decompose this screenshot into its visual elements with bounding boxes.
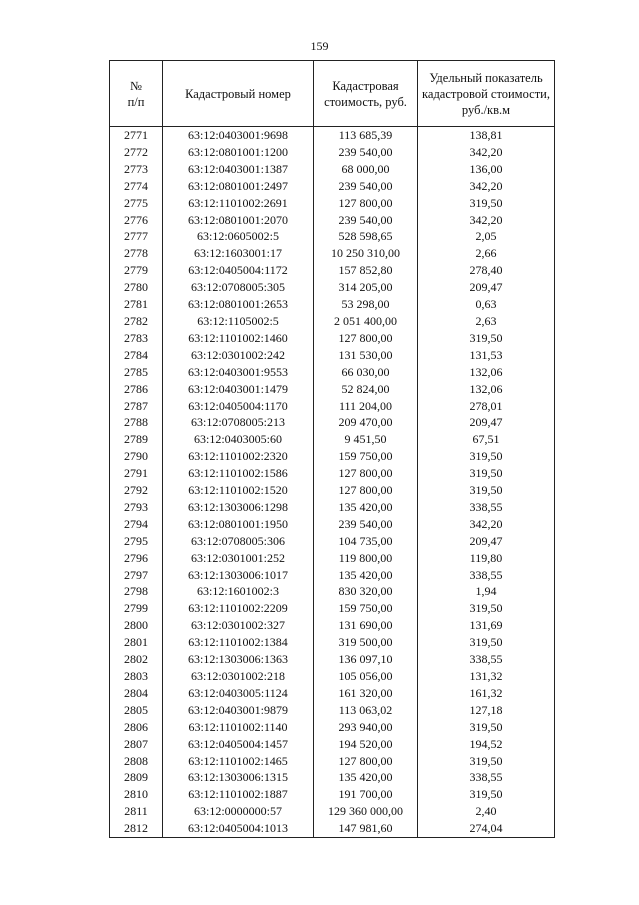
row-number-cell: 2795	[110, 533, 163, 550]
cadastral-number-cell: 63:12:0801001:1950	[163, 516, 314, 533]
specific-value-cell: 136,00	[418, 161, 555, 178]
row-number-cell: 2802	[110, 651, 163, 668]
table-row	[110, 803, 555, 820]
cadastral-number-cell: 63:12:0801001:2497	[163, 178, 314, 195]
cadastral-value-cell: 157 852,80	[314, 262, 418, 279]
cadastral-number-cell: 63:12:1101002:1384	[163, 634, 314, 651]
cadastral-value-cell: 129 360 000,00	[314, 803, 418, 820]
specific-value-cell: 209,47	[418, 533, 555, 550]
table-row	[110, 617, 555, 634]
cadastral-number-cell: 63:12:0405004:1013	[163, 820, 314, 837]
cadastral-value-cell: 53 298,00	[314, 296, 418, 313]
table-row	[110, 127, 555, 144]
cadastral-value-cell: 66 030,00	[314, 364, 418, 381]
cadastral-number-cell: 63:12:0403005:60	[163, 431, 314, 448]
row-number-cell: 2812	[110, 820, 163, 837]
table-row	[110, 195, 555, 212]
specific-value-cell: 67,51	[418, 431, 555, 448]
row-number-cell: 2773	[110, 161, 163, 178]
specific-value-cell: 319,50	[418, 600, 555, 617]
table-row	[110, 279, 555, 296]
table-row	[110, 516, 555, 533]
specific-value-cell: 319,50	[418, 330, 555, 347]
table-row	[110, 651, 555, 668]
cadastral-value-cell: 135 420,00	[314, 567, 418, 584]
cadastral-number-cell: 63:12:1303006:1315	[163, 769, 314, 786]
specific-value-cell: 161,32	[418, 685, 555, 702]
table-row	[110, 144, 555, 161]
row-number-cell: 2796	[110, 550, 163, 567]
row-number-cell: 2783	[110, 330, 163, 347]
cadastral-value-cell: 239 540,00	[314, 516, 418, 533]
cadastral-number-cell: 63:12:0801001:2653	[163, 296, 314, 313]
cadastral-number-cell: 63:12:1101002:1586	[163, 465, 314, 482]
table-row	[110, 719, 555, 736]
row-number-cell: 2774	[110, 178, 163, 195]
table-row	[110, 296, 555, 313]
table-row	[110, 431, 555, 448]
page-number: 159	[310, 39, 329, 53]
cadastral-value-cell: 52 824,00	[314, 381, 418, 398]
row-number-cell: 2787	[110, 398, 163, 415]
cadastral-number-cell: 63:12:0403001:9879	[163, 702, 314, 719]
cadastral-number-cell: 63:12:0605002:5	[163, 228, 314, 245]
table-row	[110, 414, 555, 431]
specific-value-cell: 319,50	[418, 465, 555, 482]
row-number-cell: 2797	[110, 567, 163, 584]
header-specific-value: Удельный показатель кадастровой стоимости, руб./кв.м	[418, 61, 555, 127]
table-row	[110, 550, 555, 567]
cadastral-number-cell: 63:12:0301002:218	[163, 668, 314, 685]
cadastral-value-cell: 127 800,00	[314, 482, 418, 499]
specific-value-cell: 319,50	[418, 195, 555, 212]
specific-value-cell: 338,55	[418, 651, 555, 668]
table-row	[110, 161, 555, 178]
specific-value-cell: 319,50	[418, 719, 555, 736]
cadastral-value-cell: 528 598,65	[314, 228, 418, 245]
cadastral-number-cell: 63:12:1303006:1298	[163, 499, 314, 516]
cadastral-value-cell: 239 540,00	[314, 144, 418, 161]
row-number-cell: 2810	[110, 786, 163, 803]
table-body	[110, 127, 555, 838]
table-row	[110, 533, 555, 550]
row-number-cell: 2786	[110, 381, 163, 398]
cadastral-value-cell: 159 750,00	[314, 600, 418, 617]
row-number-cell: 2808	[110, 753, 163, 770]
cadastral-number-cell: 63:12:0403001:1387	[163, 161, 314, 178]
row-number-cell: 2798	[110, 583, 163, 600]
cadastral-value-cell: 127 800,00	[314, 330, 418, 347]
cadastral-value-cell: 239 540,00	[314, 212, 418, 229]
table-row	[110, 685, 555, 702]
cadastral-value-cell: 131 690,00	[314, 617, 418, 634]
table-row	[110, 228, 555, 245]
cadastral-number-cell: 63:12:0403001:1479	[163, 381, 314, 398]
cadastral-value-cell: 159 750,00	[314, 448, 418, 465]
specific-value-cell: 274,04	[418, 820, 555, 837]
row-number-cell: 2799	[110, 600, 163, 617]
table-row	[110, 313, 555, 330]
cadastral-value-cell: 9 451,50	[314, 431, 418, 448]
cadastral-value-cell: 10 250 310,00	[314, 245, 418, 262]
table-row	[110, 398, 555, 415]
specific-value-cell: 319,50	[418, 786, 555, 803]
table-row	[110, 820, 555, 837]
cadastral-number-cell: 63:12:0403001:9553	[163, 364, 314, 381]
cadastral-number-cell: 63:12:0405004:1457	[163, 736, 314, 753]
table-row	[110, 753, 555, 770]
table-row	[110, 465, 555, 482]
specific-value-cell: 131,69	[418, 617, 555, 634]
cadastral-value-cell: 105 056,00	[314, 668, 418, 685]
table-row	[110, 245, 555, 262]
specific-value-cell: 278,40	[418, 262, 555, 279]
cadastral-number-cell: 63:12:0301002:327	[163, 617, 314, 634]
row-number-cell: 2778	[110, 245, 163, 262]
cadastral-value-cell: 830 320,00	[314, 583, 418, 600]
cadastral-number-cell: 63:12:0801001:1200	[163, 144, 314, 161]
row-number-cell: 2789	[110, 431, 163, 448]
row-number-cell: 2794	[110, 516, 163, 533]
row-number-cell: 2771	[110, 127, 163, 144]
cadastral-value-cell: 194 520,00	[314, 736, 418, 753]
cadastral-number-cell: 63:12:0301002:242	[163, 347, 314, 364]
table-row	[110, 482, 555, 499]
cadastral-number-cell: 63:12:0708005:305	[163, 279, 314, 296]
table-row	[110, 364, 555, 381]
specific-value-cell: 131,32	[418, 668, 555, 685]
cadastral-value-cell: 136 097,10	[314, 651, 418, 668]
table-row	[110, 381, 555, 398]
cadastral-number-cell: 63:12:1101002:1465	[163, 753, 314, 770]
cadastral-number-cell: 63:12:1101002:2320	[163, 448, 314, 465]
row-number-cell: 2779	[110, 262, 163, 279]
header-cadastral-number: Кадастровый номер	[163, 61, 314, 127]
row-number-cell: 2806	[110, 719, 163, 736]
table-row	[110, 448, 555, 465]
specific-value-cell: 342,20	[418, 144, 555, 161]
cadastral-value-cell: 293 940,00	[314, 719, 418, 736]
specific-value-cell: 2,63	[418, 313, 555, 330]
header-cadastral-value: Кадастровая стоимость, руб.	[314, 61, 418, 127]
specific-value-cell: 338,55	[418, 769, 555, 786]
cadastral-number-cell: 63:12:1601002:3	[163, 583, 314, 600]
cadastral-value-cell: 113 685,39	[314, 127, 418, 144]
cadastral-number-cell: 63:12:1101002:1520	[163, 482, 314, 499]
specific-value-cell: 342,20	[418, 516, 555, 533]
specific-value-cell: 131,53	[418, 347, 555, 364]
specific-value-cell: 319,50	[418, 482, 555, 499]
row-number-cell: 2805	[110, 702, 163, 719]
cadastral-value-cell: 119 800,00	[314, 550, 418, 567]
table-row	[110, 178, 555, 195]
specific-value-cell: 132,06	[418, 364, 555, 381]
cadastral-number-cell: 63:12:1101002:2209	[163, 600, 314, 617]
cadastral-number-cell: 63:12:0405004:1170	[163, 398, 314, 415]
cadastral-value-cell: 314 205,00	[314, 279, 418, 296]
row-number-cell: 2784	[110, 347, 163, 364]
cadastral-value-cell: 209 470,00	[314, 414, 418, 431]
specific-value-cell: 1,94	[418, 583, 555, 600]
cadastral-value-cell: 127 800,00	[314, 195, 418, 212]
row-number-cell: 2811	[110, 803, 163, 820]
table-row	[110, 330, 555, 347]
row-number-cell: 2809	[110, 769, 163, 786]
row-number-cell: 2800	[110, 617, 163, 634]
row-number-cell: 2776	[110, 212, 163, 229]
table-row	[110, 567, 555, 584]
specific-value-cell: 338,55	[418, 499, 555, 516]
specific-value-cell: 338,55	[418, 567, 555, 584]
cadastral-number-cell: 63:12:0708005:213	[163, 414, 314, 431]
specific-value-cell: 2,40	[418, 803, 555, 820]
specific-value-cell: 209,47	[418, 279, 555, 296]
specific-value-cell: 319,50	[418, 634, 555, 651]
row-number-cell: 2792	[110, 482, 163, 499]
specific-value-cell: 138,81	[418, 127, 555, 144]
cadastral-value-cell: 2 051 400,00	[314, 313, 418, 330]
cadastral-number-cell: 63:12:1101002:1460	[163, 330, 314, 347]
table-row	[110, 769, 555, 786]
cadastral-number-cell: 63:12:1101002:2691	[163, 195, 314, 212]
cadastral-value-cell: 131 530,00	[314, 347, 418, 364]
table-row	[110, 786, 555, 803]
row-number-cell: 2772	[110, 144, 163, 161]
cadastral-number-cell: 63:12:0301001:252	[163, 550, 314, 567]
cadastral-number-cell: 63:12:1105002:5	[163, 313, 314, 330]
table-row	[110, 262, 555, 279]
row-number-cell: 2790	[110, 448, 163, 465]
table-row	[110, 634, 555, 651]
row-number-cell: 2777	[110, 228, 163, 245]
cadastral-number-cell: 63:12:1603001:17	[163, 245, 314, 262]
cadastral-value-cell: 191 700,00	[314, 786, 418, 803]
specific-value-cell: 319,50	[418, 753, 555, 770]
table-row	[110, 600, 555, 617]
table-row	[110, 668, 555, 685]
specific-value-cell: 0,63	[418, 296, 555, 313]
row-number-cell: 2788	[110, 414, 163, 431]
specific-value-cell: 132,06	[418, 381, 555, 398]
row-number-cell: 2804	[110, 685, 163, 702]
table-row	[110, 736, 555, 753]
specific-value-cell: 119,80	[418, 550, 555, 567]
row-number-cell: 2801	[110, 634, 163, 651]
cadastral-value-cell: 127 800,00	[314, 465, 418, 482]
specific-value-cell: 342,20	[418, 178, 555, 195]
table-row	[110, 212, 555, 229]
table-header-row	[110, 61, 555, 127]
specific-value-cell: 2,66	[418, 245, 555, 262]
specific-value-cell: 194,52	[418, 736, 555, 753]
cadastral-value-cell: 111 204,00	[314, 398, 418, 415]
table-row	[110, 702, 555, 719]
row-number-cell: 2807	[110, 736, 163, 753]
specific-value-cell: 319,50	[418, 448, 555, 465]
table-row	[110, 347, 555, 364]
cadastral-number-cell: 63:12:1101002:1140	[163, 719, 314, 736]
cadastral-value-cell: 127 800,00	[314, 753, 418, 770]
cadastral-value-cell: 135 420,00	[314, 499, 418, 516]
cadastral-table	[109, 60, 555, 838]
cadastral-value-cell: 239 540,00	[314, 178, 418, 195]
row-number-cell: 2793	[110, 499, 163, 516]
cadastral-number-cell: 63:12:0000000:57	[163, 803, 314, 820]
row-number-cell: 2781	[110, 296, 163, 313]
specific-value-cell: 278,01	[418, 398, 555, 415]
row-number-cell: 2785	[110, 364, 163, 381]
cadastral-number-cell: 63:12:0403005:1124	[163, 685, 314, 702]
cadastral-number-cell: 63:12:0708005:306	[163, 533, 314, 550]
specific-value-cell: 127,18	[418, 702, 555, 719]
cadastral-number-cell: 63:12:1303006:1363	[163, 651, 314, 668]
cadastral-number-cell: 63:12:0801001:2070	[163, 212, 314, 229]
specific-value-cell: 2,05	[418, 228, 555, 245]
row-number-cell: 2780	[110, 279, 163, 296]
cadastral-value-cell: 319 500,00	[314, 634, 418, 651]
cadastral-number-cell: 63:12:1303006:1017	[163, 567, 314, 584]
cadastral-value-cell: 147 981,60	[314, 820, 418, 837]
cadastral-number-cell: 63:12:0405004:1172	[163, 262, 314, 279]
header-row-number	[110, 61, 163, 127]
cadastral-value-cell: 68 000,00	[314, 161, 418, 178]
specific-value-cell: 209,47	[418, 414, 555, 431]
table-row	[110, 583, 555, 600]
cadastral-number-cell: 63:12:1101002:1887	[163, 786, 314, 803]
row-number-cell: 2775	[110, 195, 163, 212]
row-number-cell: 2782	[110, 313, 163, 330]
cadastral-value-cell: 104 735,00	[314, 533, 418, 550]
specific-value-cell: 342,20	[418, 212, 555, 229]
row-number-cell: 2803	[110, 668, 163, 685]
cadastral-value-cell: 161 320,00	[314, 685, 418, 702]
table-row	[110, 499, 555, 516]
cadastral-value-cell: 135 420,00	[314, 769, 418, 786]
row-number-cell: 2791	[110, 465, 163, 482]
cadastral-number-cell: 63:12:0403001:9698	[163, 127, 314, 144]
cadastral-value-cell: 113 063,02	[314, 702, 418, 719]
header-row-number-label: № п/п	[127, 78, 145, 109]
